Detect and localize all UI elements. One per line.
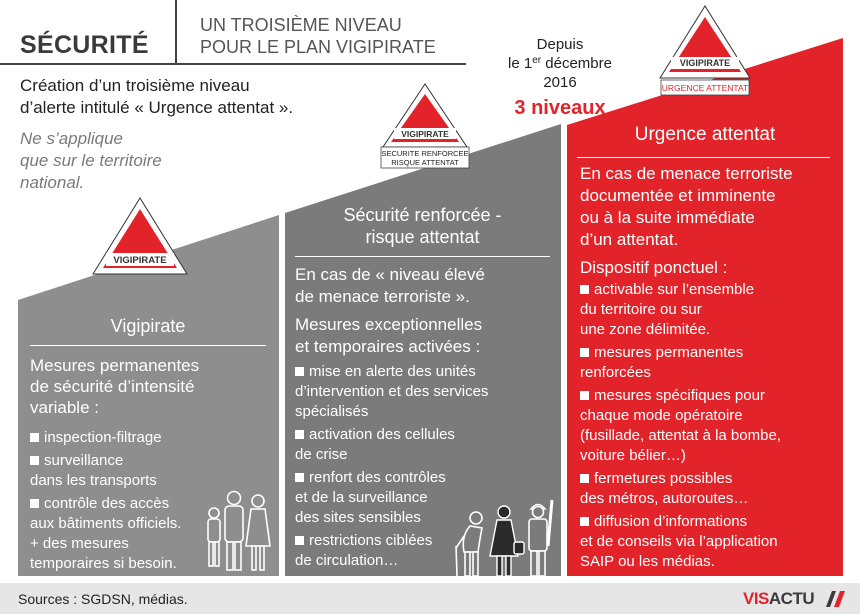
level2-measures-heading: [295, 314, 482, 358]
measure-line: mesures spécifiques pour: [580, 386, 781, 406]
measure-item: [30, 494, 181, 574]
description-line: ou à la suite immédiate: [580, 208, 755, 227]
note-line: national.: [20, 173, 85, 192]
vigipirate-emblem-icon: [93, 198, 187, 274]
logo-actu: ACTU: [768, 589, 815, 608]
emblem-level-label: SECURITE RENFORCEE: [381, 149, 469, 158]
measure-line: activable sur l’ensemble: [580, 280, 781, 300]
measure-item: [580, 343, 781, 383]
measure-line: surveillance: [30, 451, 181, 471]
page-subtitle: [200, 14, 436, 58]
measure-line: du territoire ou sur: [580, 301, 702, 318]
heading-line: et temporaires activées :: [295, 337, 481, 356]
measure-line: mesures permanentes: [580, 343, 781, 363]
subtitle-line: UN TROISIÈME NIVEAU: [200, 15, 402, 35]
measure-line: spécialisés: [295, 403, 369, 420]
since-line: Depuis: [536, 36, 584, 53]
measure-line: chaque mode opératoire: [580, 407, 743, 424]
heading-line: Mesures exceptionnelles: [295, 315, 483, 334]
emblem-level-label: RISQUE ATTENTAT: [391, 158, 459, 167]
description-line: Mesures permanentes: [30, 356, 200, 375]
measure-item: [30, 428, 181, 448]
extra-measure-line: temporaires si besoin.: [30, 555, 177, 572]
measure-item: [580, 512, 781, 572]
extra-measure-line: + des mesures: [30, 535, 129, 552]
since-date: [490, 35, 630, 92]
note-line: Ne s’applique: [20, 129, 124, 148]
level1-title: Vigipirate: [110, 316, 186, 336]
family-icon: [200, 488, 275, 572]
measure-line: voiture bélier…): [580, 447, 686, 464]
level3-title-underline: [577, 157, 830, 158]
measure-line: de crise: [295, 446, 348, 463]
measure-line: renfort des contrôles: [295, 468, 488, 488]
since-year: 2016: [543, 74, 577, 91]
visactu-logo: [743, 588, 814, 610]
level1-title-underline: [30, 345, 266, 346]
description-line: de menace terroriste ».: [295, 287, 470, 306]
emblem-band-label: VIGIPIRATE: [679, 58, 731, 68]
level3-measures-heading: Dispositif ponctuel :: [580, 258, 728, 277]
description-line: documentée et imminente: [580, 186, 776, 205]
level3-measures: [580, 280, 781, 572]
measure-item: [295, 362, 488, 422]
measure-line: activation des cellules: [295, 425, 488, 445]
measure-line: des métros, autoroutes…: [580, 490, 749, 507]
header-divider-vertical: [175, 0, 177, 64]
measure-line: de circulation…: [295, 552, 399, 569]
measure-line: et de la surveillance: [295, 489, 428, 506]
level3-title: Urgence attentat: [634, 124, 776, 145]
measure-line: restrictions ciblées: [295, 531, 488, 551]
intro-text: [20, 75, 293, 119]
description-line: de sécurité d’intensité: [30, 377, 195, 396]
since-day-suffix: er: [532, 55, 542, 66]
description-line: variable :: [30, 398, 99, 417]
emblem-level-label: URGENCE ATTENTAT: [661, 83, 749, 93]
measure-line: fermetures possibles: [580, 469, 781, 489]
sources-credit: Sources : SGDSN, médias.: [18, 591, 188, 607]
emblem-band-label: VIGIPIRATE: [401, 129, 449, 139]
level2-title: [290, 204, 555, 248]
measure-item: [580, 469, 781, 509]
note-line: que sur le territoire: [20, 151, 162, 170]
measure-line: diffusion d’informations: [580, 512, 781, 532]
measure-line: aux bâtiments officiels.: [30, 515, 182, 532]
title-line: Sécurité renforcée -: [343, 205, 502, 225]
emblem-band-label: VIGIPIRATE: [113, 255, 167, 266]
measure-item: [30, 451, 181, 491]
measure-line: une zone délimitée.: [580, 321, 711, 338]
measure-line: dans les transports: [30, 472, 157, 489]
since-day: le 1: [508, 55, 533, 72]
level3-description: [580, 163, 793, 251]
measure-item: [580, 280, 781, 340]
measure-line: contrôle des accès: [30, 494, 181, 514]
title-line: risque attentat: [365, 227, 480, 247]
crowd-icon: [452, 498, 560, 578]
measure-line: et de conseils via l’application: [580, 533, 778, 550]
page-title: SÉCURITÉ: [20, 31, 149, 59]
vigipirate-urgence-emblem-icon: [660, 6, 750, 95]
level2-description: [295, 264, 485, 308]
intro-line: Création d’un troisième niveau: [20, 76, 250, 95]
header-divider-horizontal: [0, 63, 466, 65]
measure-line: renforcées: [580, 364, 651, 381]
measure-item: [295, 425, 488, 465]
measure-line: des sites sensibles: [295, 509, 421, 526]
measure-line: d’intervention et des services: [295, 383, 489, 400]
description-line: En cas de « niveau élevé: [295, 265, 485, 284]
vigipirate-renforce-emblem-icon: [381, 84, 469, 168]
since-month: décembre: [541, 55, 612, 72]
level1-measures: [30, 428, 181, 574]
scope-note: [20, 128, 162, 194]
level1-description: [30, 355, 199, 418]
logo-vis: VIS: [743, 589, 769, 608]
description-line: d’un attentat.: [580, 230, 679, 249]
measure-line: (fusillade, attentat à la bombe,: [580, 427, 781, 444]
measure-line: SAIP ou les médias.: [580, 553, 715, 570]
measure-item: [580, 386, 781, 466]
logo-mark-icon: [820, 590, 846, 608]
description-line: En cas de menace terroriste: [580, 164, 793, 183]
measure-line: mise en alerte des unités: [295, 362, 488, 382]
levels-count: 3 niveaux: [514, 97, 606, 119]
intro-line: d’alerte intitulé « Urgence attentat ».: [20, 98, 294, 117]
subtitle-line: POUR LE PLAN VIGIPIRATE: [200, 37, 436, 57]
measure-line: inspection-filtrage: [30, 428, 181, 448]
since-line: [490, 54, 630, 73]
level2-title-underline: [295, 256, 550, 257]
